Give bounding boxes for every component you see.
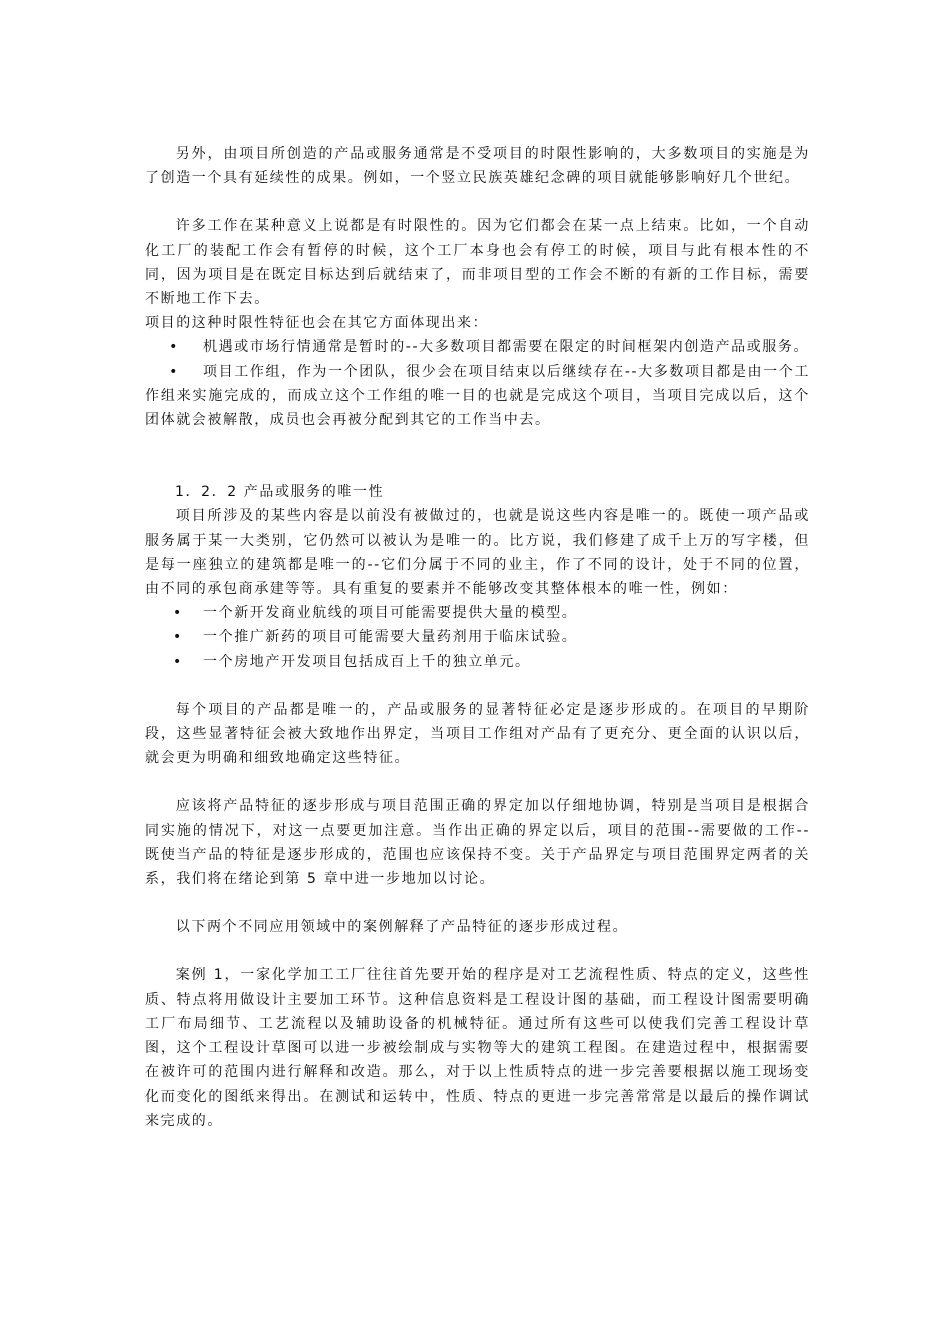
paragraph: 案例 1，一家化学加工工厂往往首先要开始的程序是对工艺流程性质、特点的定义，这些性质、特点将用做设计主要加工环节。这种信息资料是工程设计图的基础，而工程设计图需要明确工厂布局细节、工艺流程以及辅助设备的机械特征。通过所有这些可以使我们完善工程设计草图，这个工程设计草图可以进一步被绘制成与实物等大的建筑工程图。在建造过程中，根据需要在被许可的范围内进行解释和改造。那么，对于以上性质特点的进一步完善要根据以施工现场变化而变化的图纸来得出。在测试和运转中，性质、特点的更进一步完善常常是以最后的操作调试来完成的。 xyxy=(145,967,810,1129)
list-item xyxy=(173,650,810,674)
bullet-icon: • xyxy=(173,605,183,622)
list-item-text: 项目工作组，作为一个团队，很少会在项目结束以后继续存在--大多数项目都是由一个工作组来实施完成的，而成立这个工作组的唯一目的也就是完成这个项目，当项目完成以后，这个团体就会被解散，成员也会再被分配到其它的工作当中去。 xyxy=(145,363,810,429)
paragraph: 以下两个不同应用领域中的案例解释了产品特征的逐步形成过程。 xyxy=(175,919,629,936)
list-item xyxy=(145,360,810,433)
bullet-icon: • xyxy=(169,339,179,356)
bullet-icon: • xyxy=(173,653,183,670)
list-item-text: 一个推广新药的项目可能需要大量药剂用于临床试验。 xyxy=(203,629,578,646)
paragraph: 许多工作在某种意义上说都是有时限性的。因为它们都会在某一点上结束。比如，一个自动化工厂的装配工作会有暂停的时候，这个工厂本身也会有停工的时候，项目与此有根本性的不同，因为项目是在既定目标达到后就结束了，而非项目型的工作会不断的有新的工作目标，需要不断地工作下去。 xyxy=(145,218,810,308)
list-item xyxy=(173,601,810,625)
bullet-icon: • xyxy=(169,363,179,380)
paragraph: 项目所涉及的某些内容是以前没有被做过的，也就是说这些内容是唯一的。既使一项产品或服务属于某一大类别，它仍然可以被认为是唯一的。比方说，我们修建了成千上万的写字楼，但是每一座独立的建筑都是唯一的--它们分属于不同的业主，作了不同的设计，处于不同的位置，由不同的承包商承建等等。具有重复的要素并不能够改变其整体根本的唯一性，例如： xyxy=(145,508,810,598)
section-heading: 1．2．2 产品或服务的唯一性 xyxy=(175,484,385,501)
document-page xyxy=(145,142,810,1133)
list-item-text: 一个新开发商业航线的项目可能需要提供大量的模型。 xyxy=(203,605,578,622)
bullet-icon: • xyxy=(173,629,183,646)
paragraph: 另外，由项目所创造的产品或服务通常是不受项目的时限性影响的，大多数项目的实施是为了创造一个具有延续性的成果。例如，一个竖立民族英雄纪念碑的项目就能够影响好几个世纪。 xyxy=(145,146,810,187)
list-item-text: 一个房地产开发项目包括成百上千的独立单元。 xyxy=(203,653,531,670)
list-item-text: 机遇或市场行情通常是暂时的--大多数项目都需要在限定的时间框架内创造产品或服务。 xyxy=(203,339,810,356)
list-item xyxy=(173,625,810,649)
list-item xyxy=(145,335,810,359)
paragraph: 每个项目的产品都是唯一的，产品或服务的显著特征必定是逐步形成的。在项目的早期阶段，这些显著特征会被大致地作出界定，当项目工作组对产品有了更充分、更全面的认识以后，就会更为明确和细致地确定这些特征。 xyxy=(145,701,810,767)
paragraph: 项目的这种时限性特征也会在其它方面体现出来： xyxy=(145,315,489,332)
paragraph: 应该将产品特征的逐步形成与项目范围正确的界定加以仔细地协调，特别是当项目是根据合同实施的情况下，对这一点要更加注意。当作出正确的界定以后，项目的范围--需要做的工作--既使当产品的特征是逐步形成的，范围也应该保持不变。关于产品界定与项目范围界定两者的关系，我们将在绪论到第 5 章中进一步地加以讨论。 xyxy=(145,798,810,888)
